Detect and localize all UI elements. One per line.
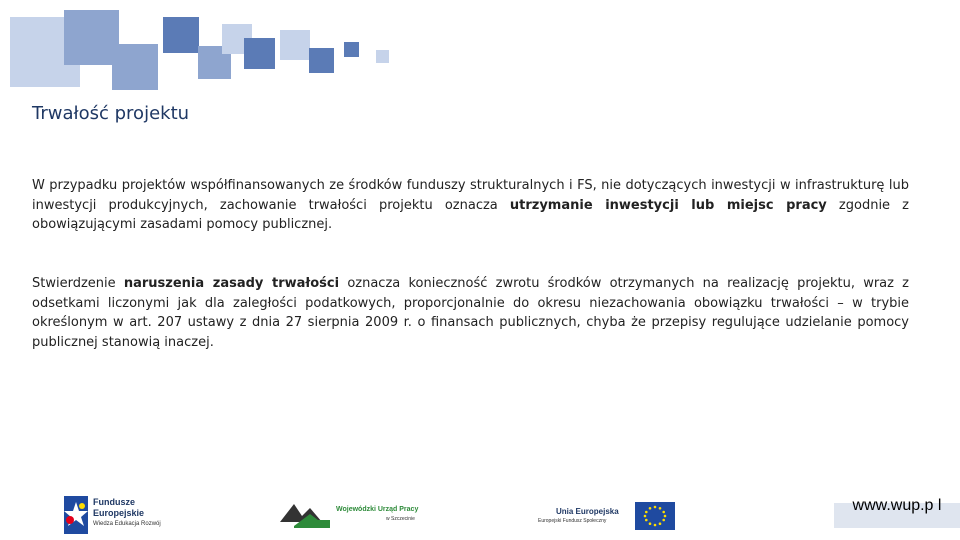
paragraph-text: Stwierdzenie bbox=[32, 276, 124, 291]
wup-logo-line1: Wojewódzki Urząd Pracy bbox=[336, 506, 419, 513]
decor-square bbox=[112, 44, 158, 90]
paragraph-durability-breach bbox=[32, 274, 909, 352]
decor-square bbox=[376, 50, 389, 63]
eu-logo-line2: Europejski Fundusz Społeczny bbox=[538, 518, 607, 524]
paragraph-bold-text: utrzymanie inwestycji lub miejsc pracy bbox=[509, 197, 827, 213]
paragraph-text: W przypadku projektów współfinansowanych ze środków funduszy strukturalnych i FS, nie dotyczących inwestycji w infrastrukturę lub inwestycji produkcyjnych, zachowanie trwałości projektu oznacza bbox=[32, 178, 909, 213]
paragraph-text: oznacza konieczność zwrotu środków otrzymanych na realizację projektu, wraz z odsetkami liczonymi jak dla zaległości podatkowych, proporcjonalnie do okresu niezachowania obowiązku trwałości – w trybie określonym w art. 207 ustawy z dnia 27 sierpnia 2009 r. o finansach publicznych, chyba że przepisy regulujące udzielanie pomocy publicznej stanowią inaczej. bbox=[32, 276, 910, 350]
decor-square bbox=[64, 10, 119, 65]
fe-logo-line3: Wiedza Edukacja Rozwój bbox=[93, 521, 161, 527]
paragraph-durability-definition bbox=[32, 176, 909, 235]
fe-logo-line1: Fundusze bbox=[93, 497, 135, 507]
decor-square bbox=[244, 38, 275, 69]
decor-square bbox=[309, 48, 334, 73]
eu-flag-icon bbox=[635, 502, 675, 530]
page-title: Trwałość projektu bbox=[32, 103, 190, 124]
fundusze-europejskie-logo bbox=[64, 494, 179, 534]
eu-logo bbox=[536, 500, 676, 532]
paragraph-text: zgodnie z obowiązującymi zasadami pomocy publicznej. bbox=[32, 197, 910, 232]
wup-emblem-icon bbox=[280, 500, 330, 530]
decor-square bbox=[163, 17, 199, 53]
wup-logo-line2: w Szczecinie bbox=[386, 516, 415, 522]
fe-logo-line2: Europejskie bbox=[93, 508, 145, 518]
wup-logo bbox=[280, 498, 430, 532]
fe-star-icon bbox=[64, 496, 88, 534]
decor-square bbox=[280, 30, 310, 60]
website-url[interactable]: www.wup.p l bbox=[852, 497, 942, 514]
paragraph-bold-text: naruszenia zasady trwałości bbox=[123, 276, 340, 291]
decor-square bbox=[344, 42, 359, 57]
eu-logo-line1: Unia Europejska bbox=[556, 507, 619, 516]
